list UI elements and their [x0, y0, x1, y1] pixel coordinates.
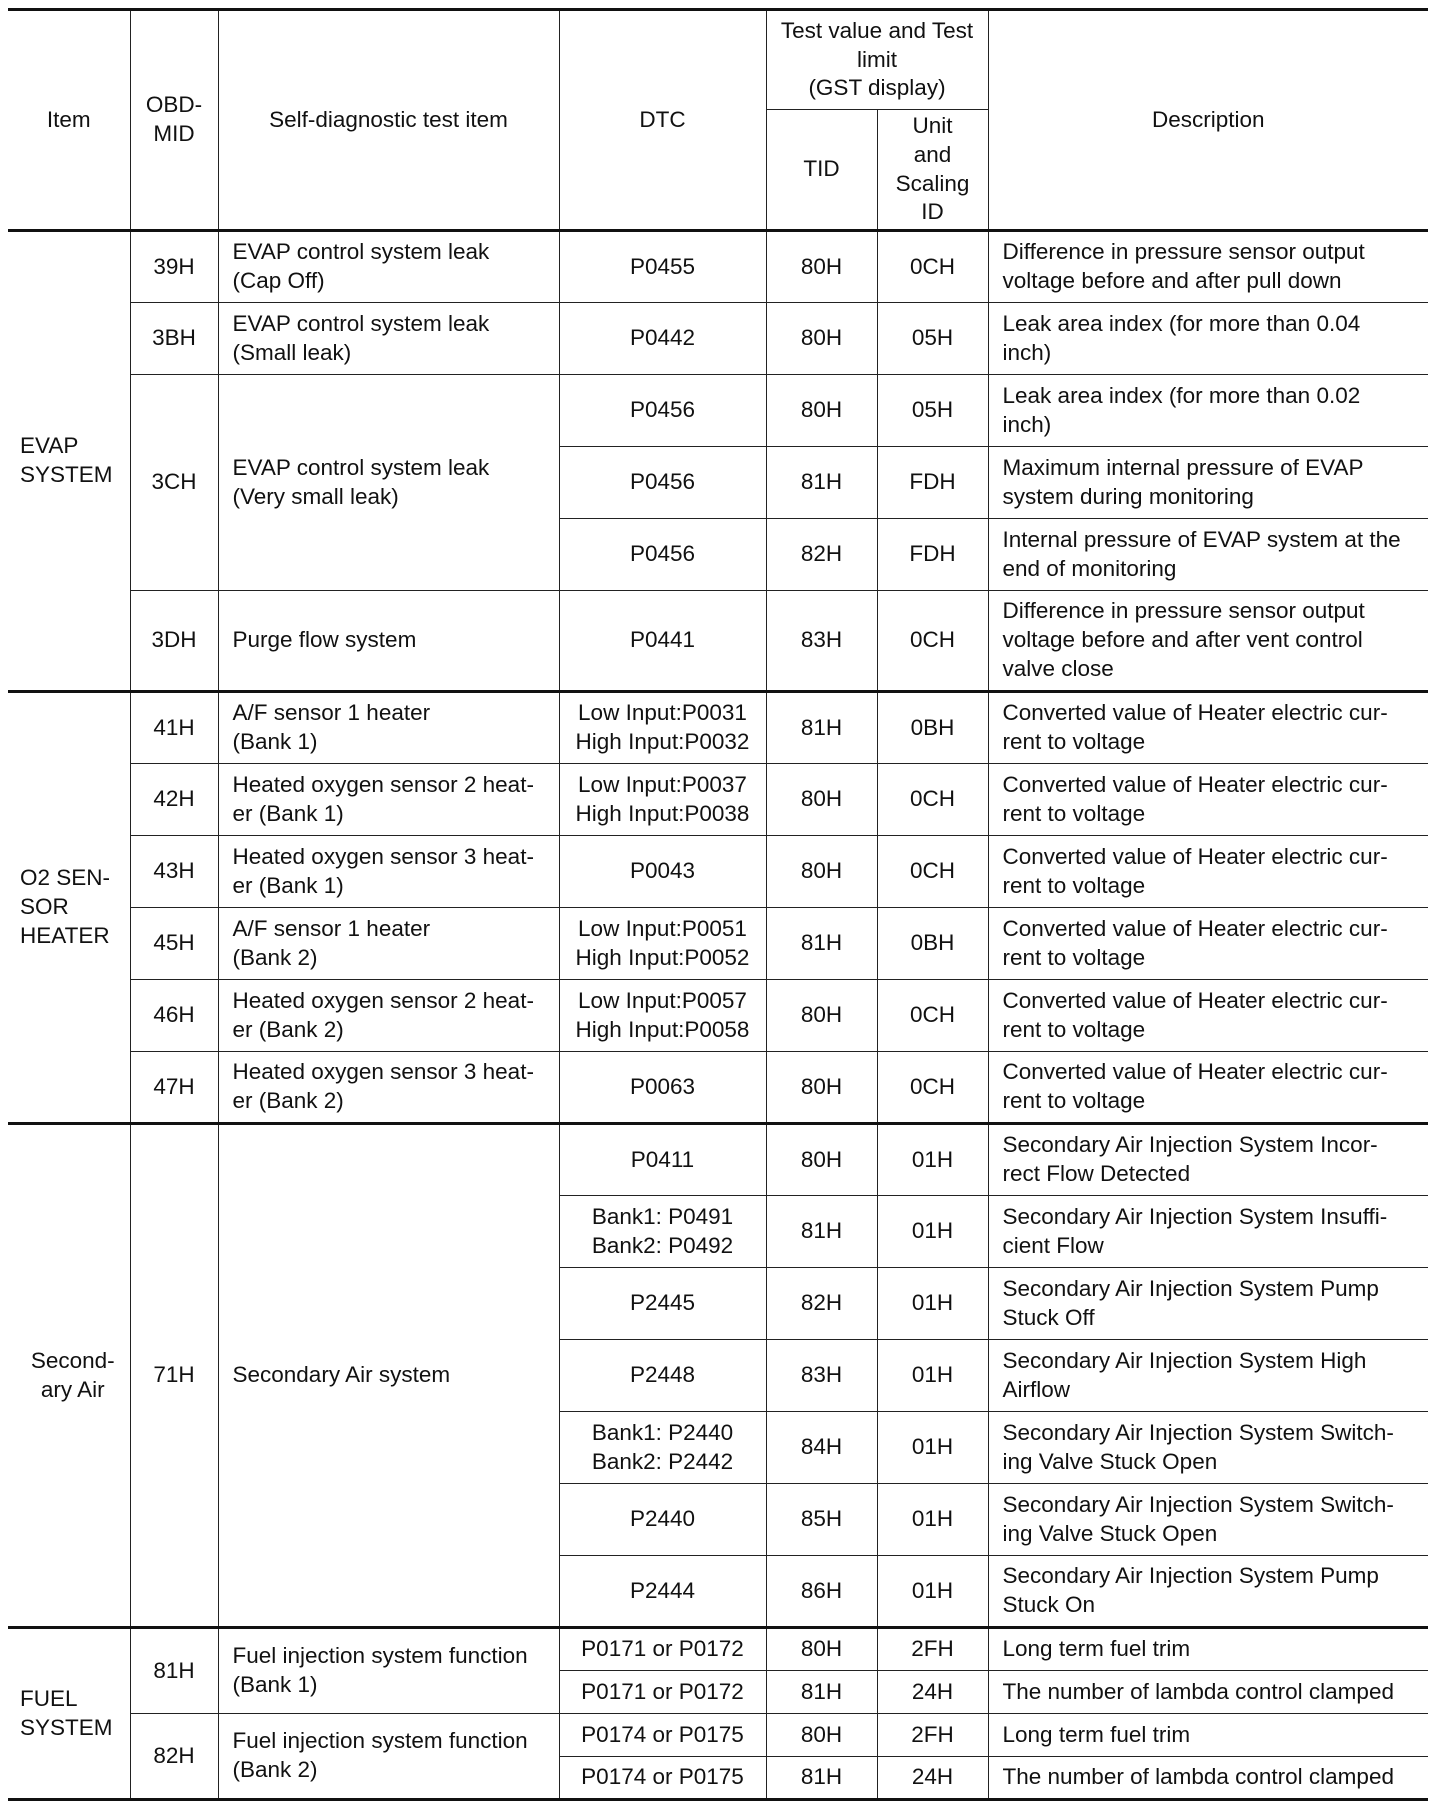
header-test-item	[218, 10, 559, 231]
obd-mid-cell: 47H	[130, 1052, 218, 1124]
test-item-cell: Heated oxygen sensor 3 heat- er (Bank 2)	[218, 1052, 559, 1124]
tid-cell: 81H	[766, 908, 877, 980]
table-row	[8, 375, 1428, 447]
dtc-cell: P0442	[559, 303, 766, 375]
table-row	[8, 1124, 1428, 1196]
tid-cell: 80H	[766, 1124, 877, 1196]
item-cell: FUEL SYSTEM	[8, 1628, 130, 1800]
description-cell: Leak area index (for more than 0.02 inch)	[988, 375, 1428, 447]
table-row	[8, 980, 1428, 1052]
table-row	[8, 1714, 1428, 1757]
table-row	[8, 908, 1428, 980]
unit-scaling-cell: 01H	[877, 1124, 988, 1196]
unit-scaling-cell: 0BH	[877, 692, 988, 764]
tid-cell: 80H	[766, 1714, 877, 1757]
description-cell: Secondary Air Injection System Pump Stuck On	[988, 1556, 1428, 1628]
test-item-cell: Purge flow system	[218, 591, 559, 692]
dtc-cell: Low Input:P0037 High Input:P0038	[559, 764, 766, 836]
tid-cell: 80H	[766, 764, 877, 836]
dtc-cell: P0171 or P0172	[559, 1628, 766, 1671]
obd-mid-cell: 43H	[130, 836, 218, 908]
dtc-cell: P0456	[559, 447, 766, 519]
unit-scaling-cell: 01H	[877, 1268, 988, 1340]
item-cell: O2 SEN- SOR HEATER	[8, 692, 130, 1124]
description-cell: Difference in pressure sensor output voltage before and after vent control valve close	[988, 591, 1428, 692]
dtc-cell: P0455	[559, 231, 766, 303]
description-cell: Converted value of Heater electric cur- rent to voltage	[988, 980, 1428, 1052]
description-cell: Difference in pressure sensor output voltage before and after pull down	[988, 231, 1428, 303]
dtc-cell: P0456	[559, 375, 766, 447]
unit-scaling-cell: 24H	[877, 1757, 988, 1800]
unit-scaling-cell: 2FH	[877, 1628, 988, 1671]
test-item-cell: A/F sensor 1 heater (Bank 2)	[218, 908, 559, 980]
description-cell: Long term fuel trim	[988, 1628, 1428, 1671]
tid-cell: 82H	[766, 519, 877, 591]
description-cell: Converted value of Heater electric cur- rent to voltage	[988, 692, 1428, 764]
description-cell: Leak area index (for more than 0.04 inch)	[988, 303, 1428, 375]
unit-scaling-cell: FDH	[877, 519, 988, 591]
table-row	[8, 836, 1428, 908]
test-item-cell: Fuel injection system function (Bank 2)	[218, 1714, 559, 1800]
unit-scaling-cell: 0CH	[877, 231, 988, 303]
item-cell: Second- ary Air	[8, 1124, 130, 1628]
tid-cell: 80H	[766, 1628, 877, 1671]
table-header	[8, 10, 1428, 231]
description-cell: Internal pressure of EVAP system at the end of monitoring	[988, 519, 1428, 591]
unit-scaling-cell: 05H	[877, 375, 988, 447]
tid-cell: 81H	[766, 1196, 877, 1268]
dtc-cell: P2444	[559, 1556, 766, 1628]
obd-mid-cell: 42H	[130, 764, 218, 836]
unit-scaling-cell: 24H	[877, 1671, 988, 1714]
tid-cell: 83H	[766, 591, 877, 692]
header-obd-mid-label: OBD- MID	[145, 92, 203, 147]
dtc-cell: Bank1: P2440 Bank2: P2442	[559, 1412, 766, 1484]
unit-scaling-cell: 0CH	[877, 1052, 988, 1124]
test-item-cell: Heated oxygen sensor 3 heat- er (Bank 1)	[218, 836, 559, 908]
dtc-cell: P2440	[559, 1484, 766, 1556]
test-item-cell: Heated oxygen sensor 2 heat- er (Bank 2)	[218, 980, 559, 1052]
header-tid	[766, 110, 877, 231]
unit-scaling-cell: 01H	[877, 1196, 988, 1268]
header-item-label: Item	[46, 106, 91, 132]
description-cell: Converted value of Heater electric cur- rent to voltage	[988, 1052, 1428, 1124]
group-evap-system	[8, 231, 1428, 692]
test-item-cell: EVAP control system leak (Cap Off)	[218, 231, 559, 303]
header-dtc-label: DTC	[639, 106, 686, 132]
unit-scaling-cell: 0CH	[877, 591, 988, 692]
description-cell: Maximum internal pressure of EVAP system during monitoring	[988, 447, 1428, 519]
table-row	[8, 1052, 1428, 1124]
dtc-cell: P0174 or P0175	[559, 1757, 766, 1800]
header-test-value-label: Test value and Test limit (GST display)	[780, 17, 974, 101]
header-tid-label: TID	[803, 156, 840, 182]
description-cell: Converted value of Heater electric cur- rent to voltage	[988, 836, 1428, 908]
description-cell: Converted value of Heater electric cur- rent to voltage	[988, 764, 1428, 836]
unit-scaling-cell: FDH	[877, 447, 988, 519]
dtc-cell: P0411	[559, 1124, 766, 1196]
header-test-value	[766, 10, 988, 110]
unit-scaling-cell: 05H	[877, 303, 988, 375]
unit-scaling-cell: 2FH	[877, 1714, 988, 1757]
unit-scaling-cell: 01H	[877, 1412, 988, 1484]
description-cell: The number of lambda control clamped	[988, 1671, 1428, 1714]
description-cell: Secondary Air Injection System Switch- ing Valve Stuck Open	[988, 1484, 1428, 1556]
dtc-cell: P0174 or P0175	[559, 1714, 766, 1757]
tid-cell: 80H	[766, 303, 877, 375]
unit-scaling-cell: 0CH	[877, 980, 988, 1052]
header-description-label: Description	[1151, 106, 1265, 132]
tid-cell: 80H	[766, 231, 877, 303]
dtc-cell: P0171 or P0172	[559, 1671, 766, 1714]
description-cell: Secondary Air Injection System Insuffi- cient Flow	[988, 1196, 1428, 1268]
unit-scaling-cell: 01H	[877, 1484, 988, 1556]
description-cell: Secondary Air Injection System Switch- ing Valve Stuck Open	[988, 1412, 1428, 1484]
description-cell: Long term fuel trim	[988, 1714, 1428, 1757]
obd-mid-cell: 45H	[130, 908, 218, 980]
dtc-cell: Low Input:P0057 High Input:P0058	[559, 980, 766, 1052]
group-secondary-air	[8, 1124, 1428, 1628]
header-item	[8, 10, 130, 231]
tid-cell: 80H	[766, 375, 877, 447]
obd-mid-cell: 39H	[130, 231, 218, 303]
dtc-cell: Low Input:P0031 High Input:P0032	[559, 692, 766, 764]
tid-cell: 81H	[766, 1757, 877, 1800]
obd-mid-cell: 46H	[130, 980, 218, 1052]
group-o2-sensor-heater	[8, 692, 1428, 1124]
dtc-cell: P0441	[559, 591, 766, 692]
tid-cell: 81H	[766, 447, 877, 519]
obd-mid-cell: 3CH	[130, 375, 218, 591]
tid-cell: 82H	[766, 1268, 877, 1340]
obd-mid-cell: 41H	[130, 692, 218, 764]
test-item-cell: Heated oxygen sensor 2 heat- er (Bank 1)	[218, 764, 559, 836]
test-item-cell: Secondary Air system	[218, 1124, 559, 1628]
table-row	[8, 692, 1428, 764]
header-test-item-label: Self-diagnostic test item	[269, 106, 508, 132]
dtc-cell: Bank1: P0491 Bank2: P0492	[559, 1196, 766, 1268]
obd-mid-cell: 81H	[130, 1628, 218, 1714]
dtc-cell: P0043	[559, 836, 766, 908]
header-description	[988, 10, 1428, 231]
tid-cell: 81H	[766, 1671, 877, 1714]
test-item-cell: Fuel injection system function (Bank 1)	[218, 1628, 559, 1714]
dtc-cell: Low Input:P0051 High Input:P0052	[559, 908, 766, 980]
dtc-cell: P0456	[559, 519, 766, 591]
description-cell: Secondary Air Injection System Pump Stuck Off	[988, 1268, 1428, 1340]
obd-mid-cell: 71H	[130, 1124, 218, 1628]
tid-cell: 83H	[766, 1340, 877, 1412]
tid-cell: 84H	[766, 1412, 877, 1484]
table-row	[8, 1628, 1428, 1671]
group-fuel-system	[8, 1628, 1428, 1800]
description-cell: Secondary Air Injection System Incor- rect Flow Detected	[988, 1124, 1428, 1196]
unit-scaling-cell: 0CH	[877, 764, 988, 836]
header-unit-scaling	[877, 110, 988, 231]
table-row	[8, 591, 1428, 692]
tid-cell: 85H	[766, 1484, 877, 1556]
obd-mid-cell: 3DH	[130, 591, 218, 692]
test-item-cell: A/F sensor 1 heater (Bank 1)	[218, 692, 559, 764]
table-row	[8, 231, 1428, 303]
unit-scaling-cell: 01H	[877, 1340, 988, 1412]
header-dtc	[559, 10, 766, 231]
dtc-cell: P0063	[559, 1052, 766, 1124]
tid-cell: 81H	[766, 692, 877, 764]
description-cell: The number of lambda control clamped	[988, 1757, 1428, 1800]
unit-scaling-cell: 01H	[877, 1556, 988, 1628]
dtc-cell: P2445	[559, 1268, 766, 1340]
item-cell: EVAP SYSTEM	[8, 231, 130, 692]
tid-cell: 80H	[766, 1052, 877, 1124]
tid-cell: 80H	[766, 980, 877, 1052]
unit-scaling-cell: 0BH	[877, 908, 988, 980]
dtc-cell: P2448	[559, 1340, 766, 1412]
unit-scaling-cell: 0CH	[877, 836, 988, 908]
table-row	[8, 764, 1428, 836]
description-cell: Secondary Air Injection System High Airflow	[988, 1340, 1428, 1412]
tid-cell: 80H	[766, 836, 877, 908]
obd-mid-table	[8, 8, 1428, 1801]
obd-mid-cell: 82H	[130, 1714, 218, 1800]
test-item-cell: EVAP control system leak (Very small leak)	[218, 375, 559, 591]
header-obd-mid	[130, 10, 218, 231]
table-row	[8, 303, 1428, 375]
test-item-cell: EVAP control system leak (Small leak)	[218, 303, 559, 375]
tid-cell: 86H	[766, 1556, 877, 1628]
description-cell: Converted value of Heater electric cur- rent to voltage	[988, 908, 1428, 980]
obd-mid-cell: 3BH	[130, 303, 218, 375]
header-unit-scaling-label: Unit and Scaling ID	[895, 113, 970, 225]
